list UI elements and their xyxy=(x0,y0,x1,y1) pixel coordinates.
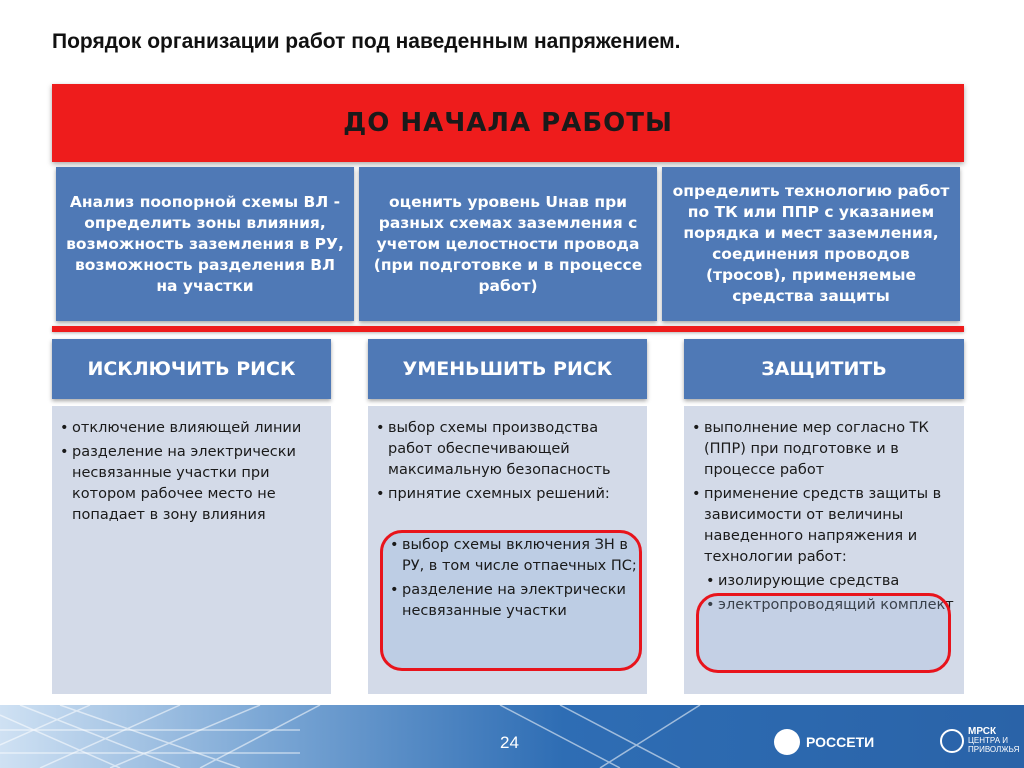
reduce-risk-list xyxy=(376,418,637,505)
list-item: • применение средств защиты в зависимости от величины наведенного напряжения и технологии работ: xyxy=(692,484,954,568)
voltage-assessment-text: оценить уровень Uнав при разных схемах заземления с учетом целостности провода (при подготовке и в процессе работ) xyxy=(373,192,643,295)
rosseti-logo-text: РОССЕТИ xyxy=(806,734,875,750)
list-item: • изолирующие средства xyxy=(706,571,954,592)
reduce-risk-sublist xyxy=(376,535,637,622)
red-divider-line xyxy=(52,326,964,332)
rosseti-emblem-icon xyxy=(774,729,800,755)
list-item: • отключение влияющей линии xyxy=(60,418,321,439)
exclude-risk-list xyxy=(60,418,321,526)
exclude-risk-body xyxy=(52,406,331,694)
list-item: • принятие схемных решений: xyxy=(376,484,637,505)
analysis-box xyxy=(56,167,354,321)
reduce-risk-sub-body xyxy=(368,530,647,671)
mrsk-logo-line2: ЦЕНТРА И xyxy=(968,736,1009,745)
mrsk-logo-line1: МРСК xyxy=(968,726,997,737)
mrsk-logo xyxy=(940,727,1019,754)
exclude-risk-heading: ИСКЛЮЧИТЬ РИСК xyxy=(52,339,331,399)
analysis-text: Анализ поопорной схемы ВЛ - определить зоны влияния, возможность заземления в РУ, возможность разделения ВЛ на участки xyxy=(66,192,344,295)
highlight-oval xyxy=(696,593,951,673)
technology-box xyxy=(662,167,960,321)
list-item: • выполнение мер согласно ТК (ППР) при подготовке и в процессе работ xyxy=(692,418,954,481)
protect-list xyxy=(692,418,954,568)
technology-text: определить технологию работ по ТК или ППР с указанием порядка и мест заземления, соединения проводов (тросов), применяемые средства защиты xyxy=(672,182,950,305)
mrsk-logo-line3: ПРИВОЛЖЬЯ xyxy=(968,745,1020,754)
rosseti-logo xyxy=(774,729,874,755)
list-item: • выбор схемы включения ЗН в РУ, в том числе отпаечных ПС; xyxy=(390,535,637,577)
list-item: • разделение на электрически несвязанные участки при котором рабочее место не попадает в зону влияния xyxy=(60,442,321,526)
page-title: Порядок организации работ под наведенным напряжением. xyxy=(52,30,681,53)
reduce-risk-heading: УМЕНЬШИТЬ РИСК xyxy=(368,339,647,399)
voltage-assessment-box xyxy=(359,167,657,321)
mrsk-emblem-icon xyxy=(940,729,964,753)
list-item: • разделение на электрически несвязанные участки xyxy=(390,580,637,622)
page-number: 24 xyxy=(500,733,519,752)
protect-heading: ЗАЩИТИТЬ xyxy=(684,339,964,399)
list-item: • электропроводящий комплект xyxy=(706,595,954,616)
list-item: • выбор схемы производства работ обеспечивающей максимальную безопасность xyxy=(376,418,637,481)
banner-text: ДО НАЧАЛА РАБОТЫ xyxy=(343,108,673,138)
footer-bar xyxy=(0,705,1024,768)
before-work-banner xyxy=(52,84,964,162)
